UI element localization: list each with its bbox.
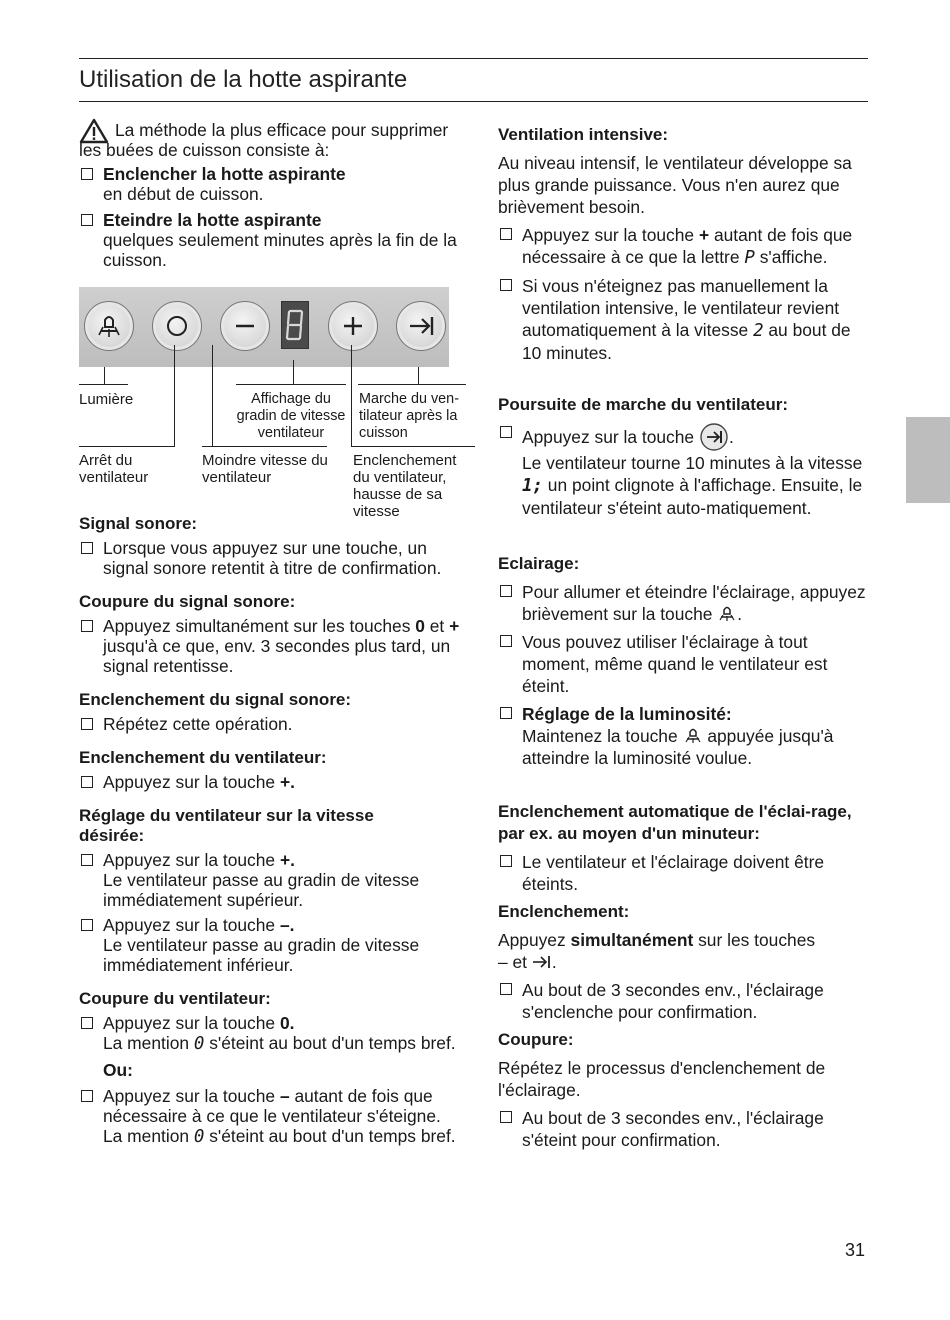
section-heading: Enclenchement du signal sonore: [79, 690, 352, 709]
checkbox-bullet [500, 635, 512, 647]
display-digit-one: 1; [522, 476, 543, 496]
minus-button[interactable] [220, 301, 270, 351]
checkbox-bullet [500, 707, 512, 719]
list-item: Vous pouvez utiliser l'éclairage à tout moment, même quand le ventilateur est éteint. [498, 631, 868, 697]
label-light: Lumière [79, 391, 134, 408]
list-item: Appuyez sur la touche –. Le ventilateur passe au gradin de vitesse immédiatement inférieur. [79, 915, 464, 975]
arrow-to-bar-icon [532, 954, 552, 970]
list-item: Réglage de la luminosité: Maintenez la touche appuyée jusqu'à atteindre la luminosité voulue. [498, 703, 868, 769]
checkbox-bullet [500, 585, 512, 597]
section-heading: Coupure: [498, 1030, 574, 1049]
label-fan-on: Enclenchement du ventilateur, hausse de sa vitesse [353, 452, 457, 520]
plus-button[interactable] [328, 301, 378, 351]
list-item [79, 164, 459, 204]
light-bulb-icon [683, 725, 703, 745]
list-item: Appuyez sur la touche – autant de fois que nécessaire à ce que le ventilateur s'éteigne. La mention 0 s'éteint au bout d'un temps bref. [79, 1086, 464, 1147]
item-text: quelques seulement minutes après la fin de la cuisson. [103, 230, 457, 270]
light-button[interactable] [84, 301, 134, 351]
checkbox-bullet [81, 1017, 93, 1029]
list-item [79, 210, 459, 270]
checkbox-bullet [500, 855, 512, 867]
section-heading: Enclenchement du ventilateur: [79, 748, 327, 767]
page-title: Utilisation de la hotte aspirante [79, 66, 408, 93]
section-heading: Signal sonore: [79, 514, 198, 533]
light-bulb-icon [85, 302, 133, 350]
checkbox-bullet [500, 426, 512, 438]
section-heading: Coupure du ventilateur: [79, 989, 271, 1008]
plus-icon [329, 302, 377, 350]
top-rule [79, 58, 868, 59]
section-heading: Ventilation intensive: [498, 125, 669, 144]
run-on-button[interactable] [396, 301, 446, 351]
checkbox-bullet [500, 983, 512, 995]
seven-segment-digit [282, 302, 308, 348]
list-item: Le ventilateur et l'éclairage doivent être éteints. [498, 851, 868, 895]
page-number: 31 [845, 1240, 866, 1260]
checkbox-bullet [500, 1111, 512, 1123]
display-digit-zero: 0 [193, 1034, 205, 1054]
warning-text: La méthode la plus efficace pour supprimer les buées de cuisson consiste à: [79, 120, 449, 160]
checkbox-bullet [81, 776, 93, 788]
checkbox-bullet [500, 279, 512, 291]
checkbox-bullet [81, 168, 93, 180]
item-text: en début de cuisson. [103, 184, 264, 204]
item-heading: Enclencher la hotte aspirante [103, 164, 346, 184]
right-column: Ventilation intensive: Au niveau intensif, le ventilateur développe sa plus grande puissance. Vous n'en aurez que brièvement besoin. Appuyez sur la touche + autant de fois que nécessaire à ce que la lettre P s'affiche. Si vous n'éteignez pas manuellement la ventilation intensive, le ventilateur revient automatiquement à la vitesse 2 au bout de 10 minutes. Poursuite de marche du ventilateur: Appuyez sur la touche . Le ventilateur tourne 10 minutes à la vitesse 1; un point clignote à l'affichage. Ensuite, le ventilateur s'éteint auto-matiquement. Eclairage: Pour allumer et éteindre l'éclairage, appuyez brièvement sur la touche . Vous pouvez utiliser l'éclairage à tout moment, même quand le ventilateur est éteint. Réglage de la luminosité: Maintenez la touche appuyée jusqu'à atteindre la luminosité voulue. Enclenchement automatique de l'éclai-rage, par ex. au moyen d'un minuteur: Le ventilateur et l'éclairage doivent être éteints. Enclenchement: Appuyez simultanément sur les touches – et . Au bout de 3 secondes env., l'éclairage s'enclenche pour confirmation. Coupure: Répétez le processus d'enclenchement de l'éclairage. Au bout de 3 secondes env., l'éclairage s'éteint pour confirmation. [498, 124, 868, 1151]
section-heading: Poursuite de marche du ventilateur: [498, 395, 789, 414]
list-item: Appuyez sur la touche . Le ventilateur tourne 10 minutes à la vitesse 1; un point clignote à l'affichage. Ensuite, le ventilateur s'éteint auto-matiquement. [498, 422, 868, 519]
list-item: Lorsque vous appuyez sur une touche, un signal sonore retentit à titre de confirmation. [79, 538, 464, 578]
label-speed-display: Affichage du gradin de vitesse ventilateur [236, 391, 346, 441]
left-column [79, 514, 464, 1147]
checkbox-bullet [81, 854, 93, 866]
minus-icon [221, 302, 269, 350]
section-tab-marker [906, 417, 950, 503]
checkbox-bullet [81, 1090, 93, 1102]
circle-icon [153, 302, 201, 350]
label-fan-off: Arrêt du ventilateur [79, 452, 149, 486]
run-on-icon [699, 422, 729, 452]
label-lower-speed: Moindre vitesse du ventilateur [202, 452, 328, 486]
checkbox-bullet [81, 718, 93, 730]
control-panel [79, 287, 449, 367]
list-item: Appuyez sur la touche + autant de fois que nécessaire à ce que la lettre P s'affiche. [498, 224, 868, 269]
display-letter-p: P [744, 248, 755, 268]
checkbox-bullet [81, 620, 93, 632]
checkbox-bullet [81, 542, 93, 554]
section-heading: Eclairage: [498, 554, 580, 573]
list-item: Appuyez sur la touche 0. La mention 0 s'éteint au bout d'un temps bref. [79, 1013, 464, 1054]
display-digit-zero: 0 [193, 1127, 205, 1147]
intro-section [79, 120, 459, 270]
section-heading: Enclenchement automatique de l'éclai-rage, par ex. au moyen d'un minuteur: [498, 802, 852, 843]
checkbox-bullet [81, 919, 93, 931]
list-item: Au bout de 3 secondes env., l'éclairage s'enclenche pour confirmation. [498, 979, 868, 1023]
item-heading: Eteindre la hotte aspirante [103, 210, 322, 230]
list-item: Appuyez sur la touche +. [79, 772, 464, 792]
list-item: Au bout de 3 secondes env., l'éclairage s'éteint pour confirmation. [498, 1107, 868, 1151]
display-digit-two: 2 [753, 321, 764, 341]
list-item: Appuyez sur la touche +. Le ventilateur passe au gradin de vitesse immédiatement supérieur. [79, 850, 464, 910]
label-run-on: Marche du ven-tilateur après la cuisson [359, 391, 459, 441]
section-heading: Enclenchement: [498, 902, 630, 921]
section-heading: Coupure du signal sonore: [79, 592, 296, 611]
list-item: Si vous n'éteignez pas manuellement la ventilation intensive, le ventilateur revient automatiquement à la vitesse 2 au bout de 10 minutes. [498, 275, 868, 364]
arrow-to-bar-icon [397, 302, 445, 350]
checkbox-bullet [81, 214, 93, 226]
list-item: Pour allumer et éteindre l'éclairage, appuyez brièvement sur la touche . [498, 581, 868, 625]
list-item: Répétez cette opération. [79, 714, 464, 734]
light-bulb-icon [717, 603, 737, 623]
title-rule [79, 101, 868, 102]
warning-icon [79, 118, 109, 144]
or-label: Ou: [103, 1060, 133, 1080]
list-item: Appuyez simultanément sur les touches 0 et + jusqu'à ce que, env. 3 secondes plus tard, un signal retentisse. [79, 616, 464, 676]
checkbox-bullet [500, 228, 512, 240]
speed-display [281, 301, 309, 349]
off-button[interactable] [152, 301, 202, 351]
section-heading: Réglage du ventilateur sur la vitesse désirée: [79, 806, 374, 845]
